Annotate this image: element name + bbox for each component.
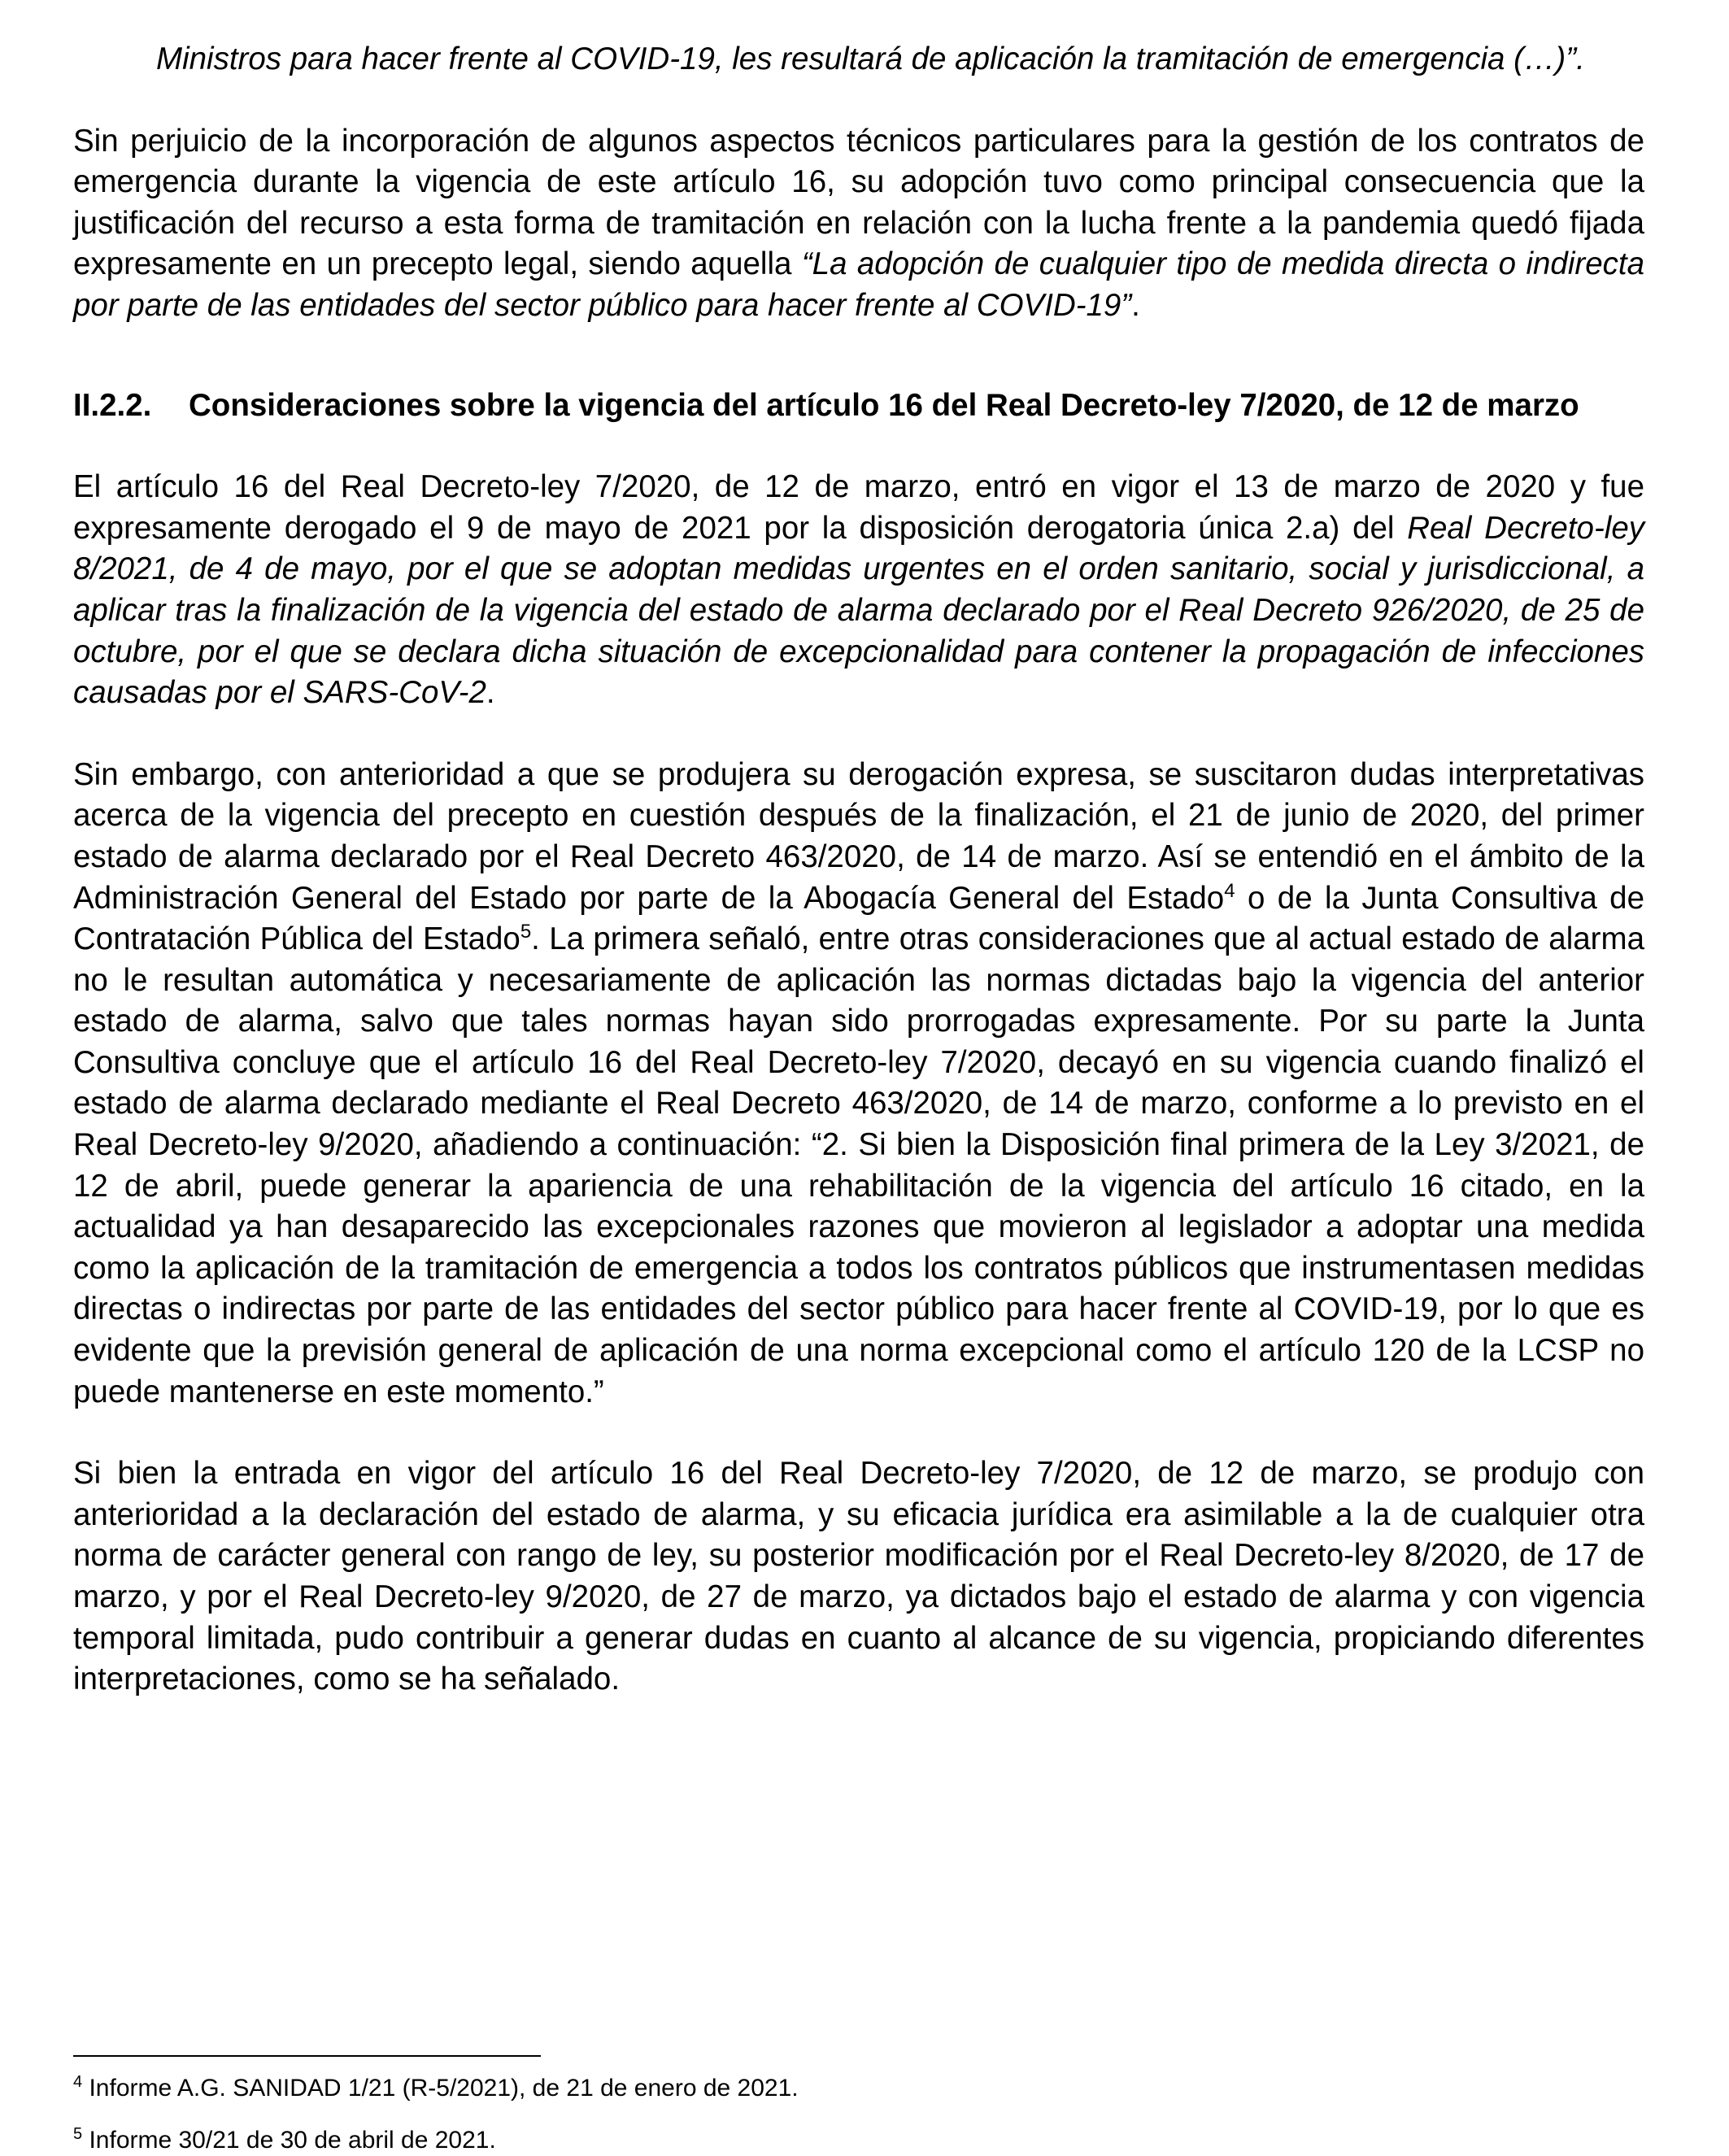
paragraph-1-text: Sin perjuicio de la incorporación de algunos aspectos técnicos particulares para la gestión de los contratos de emergencia durante la vigencia de este artículo 16, su adopción tuvo como principal consecuencia que la justificación del recurso a esta forma de tramitación en relación con la lucha frente a la pandemia quedó fijada expresamente en un precepto legal, siendo aquella bbox=[73, 123, 1644, 282]
paragraph-1 bbox=[73, 121, 1644, 327]
paragraph-2-decree-title: Real Decreto-ley 8/2021, de 4 de mayo, por el que se adoptan medidas urgentes en el orden sanitario, social y jurisdiccional, a aplicar tras la finalización de la vigencia del estado de alarma declarado por el Real Decreto 926/2020, de 25 de octubre, por el que se declara dicha situación de excepcionalidad para contener la propagación de infecciones causadas por el SARS-CoV-2 bbox=[73, 510, 1644, 711]
document-page bbox=[73, 39, 1644, 1701]
paragraph-3-part-c: . La primera señaló, entre otras consideraciones que al actual estado de alarma no le resultan automática y necesariamente de aplicación las normas dictadas bajo la vigencia del anterior estado de alarma, salvo que tales normas hayan sido prorrogadas expresamente. Por su parte la Junta Consultiva concluye que el artículo 16 del Real Decreto-ley 7/2020, decayó en su vigencia cuando finalizó el estado de alarma declarado mediante el Real Decreto 463/2020, de 14 de marzo, conforme a lo previsto en el Real Decreto-ley 9/2020, añadiendo a continuación: “2. Si bien la Disposición final primera de la Ley 3/2021, de 12 de abril, puede generar la apariencia de una rehabilitación de la vigencia del artículo 16 citado, en la actualidad ya han desaparecido las excepcionales razones que movieron al legislador a adoptar una medida como la aplicación de la tramitación de emergencia a todos los contratos públicos que instrumentasen medidas directas o indirectas por parte de las entidades del sector público para hacer frente al COVID-19, por lo que es evidente que la previsión general de aplicación de una norma excepcional como el artículo 120 de la LCSP no puede mantenerse en este momento.” bbox=[73, 921, 1644, 1409]
footnote-4 bbox=[73, 2073, 1644, 2104]
paragraph-4: Si bien la entrada en vigor del artículo 16 del Real Decreto-ley 7/2020, de 12 de marzo, se produjo con anterioridad a la declaración del estado de alarma, y su eficacia jurídica era asimilable a la de cualquier otra norma de carácter general con rango de ley, su posterior modificación por el Real Decreto-ley 8/2020, de 17 de marzo, y por el Real Decreto-ley 9/2020, de 27 de marzo, ya dictados bajo el estado de alarma y con vigencia temporal limitada, pudo contribuir a generar dudas en cuanto al alcance de su vigencia, propiciando diferentes interpretaciones, como se ha señalado. bbox=[73, 1456, 1644, 1697]
paragraph-1-quote: “La adopción de cualquier tipo de medida directa o indirecta por parte de las entidades del sector público para hacer frente al COVID-19” bbox=[73, 246, 1644, 323]
footnote-4-text: Informe A.G. SANIDAD 1/21 (R-5/2021), de 21 de enero de 2021. bbox=[82, 2075, 799, 2102]
footnotes bbox=[73, 2055, 1644, 2156]
paragraph-3 bbox=[73, 755, 1644, 1413]
section-number: II.2.2. bbox=[73, 387, 152, 423]
footnote-5 bbox=[73, 2125, 1644, 2156]
footnote-5-text: Informe 30/21 de 30 de abril de 2021. bbox=[82, 2127, 496, 2154]
section-heading bbox=[73, 385, 1644, 427]
paragraph-2-end: . bbox=[486, 675, 495, 711]
footnote-ref-4[interactable]: 4 bbox=[1224, 879, 1235, 902]
footnote-divider bbox=[73, 2055, 541, 2057]
paragraph-1-end: . bbox=[1131, 287, 1140, 323]
footnote-ref-5[interactable]: 5 bbox=[520, 921, 532, 943]
footnote-4-mark: 4 bbox=[73, 2073, 83, 2091]
paragraph-3-part-b: o de la Junta Consultiva de Contratación Pública del Estado bbox=[73, 880, 1645, 957]
footnote-5-mark: 5 bbox=[73, 2125, 83, 2143]
quoted-text-continuation: Ministros para hacer frente al COVID-19, les resultará de aplicación la tramitación de emergencia (…)”. bbox=[156, 41, 1585, 76]
paragraph-3-part-a: Sin embargo, con anterioridad a que se produjera su derogación expresa, se suscitaron dudas interpretativas acerca de la vigencia del precepto en cuestión después de la finalización, el 21 de junio de 2020, del primer estado de alarma declarado por el Real Decreto 463/2020, de 14 de marzo. Así se entendió en el ámbito de la Administración General del Estado por parte de la Abogacía General del Estado bbox=[73, 756, 1644, 916]
paragraph-2-text: El artículo 16 del Real Decreto-ley 7/2020, de 12 de marzo, entró en vigor el 13 de marzo de 2020 y fue expresamente derogado el 9 de mayo de 2021 por la disposición derogatoria única 2.a) del bbox=[73, 469, 1644, 546]
section-title: Consideraciones sobre la vigencia del artículo 16 del Real Decreto-ley 7/2020, de 12 de marzo bbox=[189, 387, 1579, 423]
paragraph-2 bbox=[73, 467, 1644, 714]
